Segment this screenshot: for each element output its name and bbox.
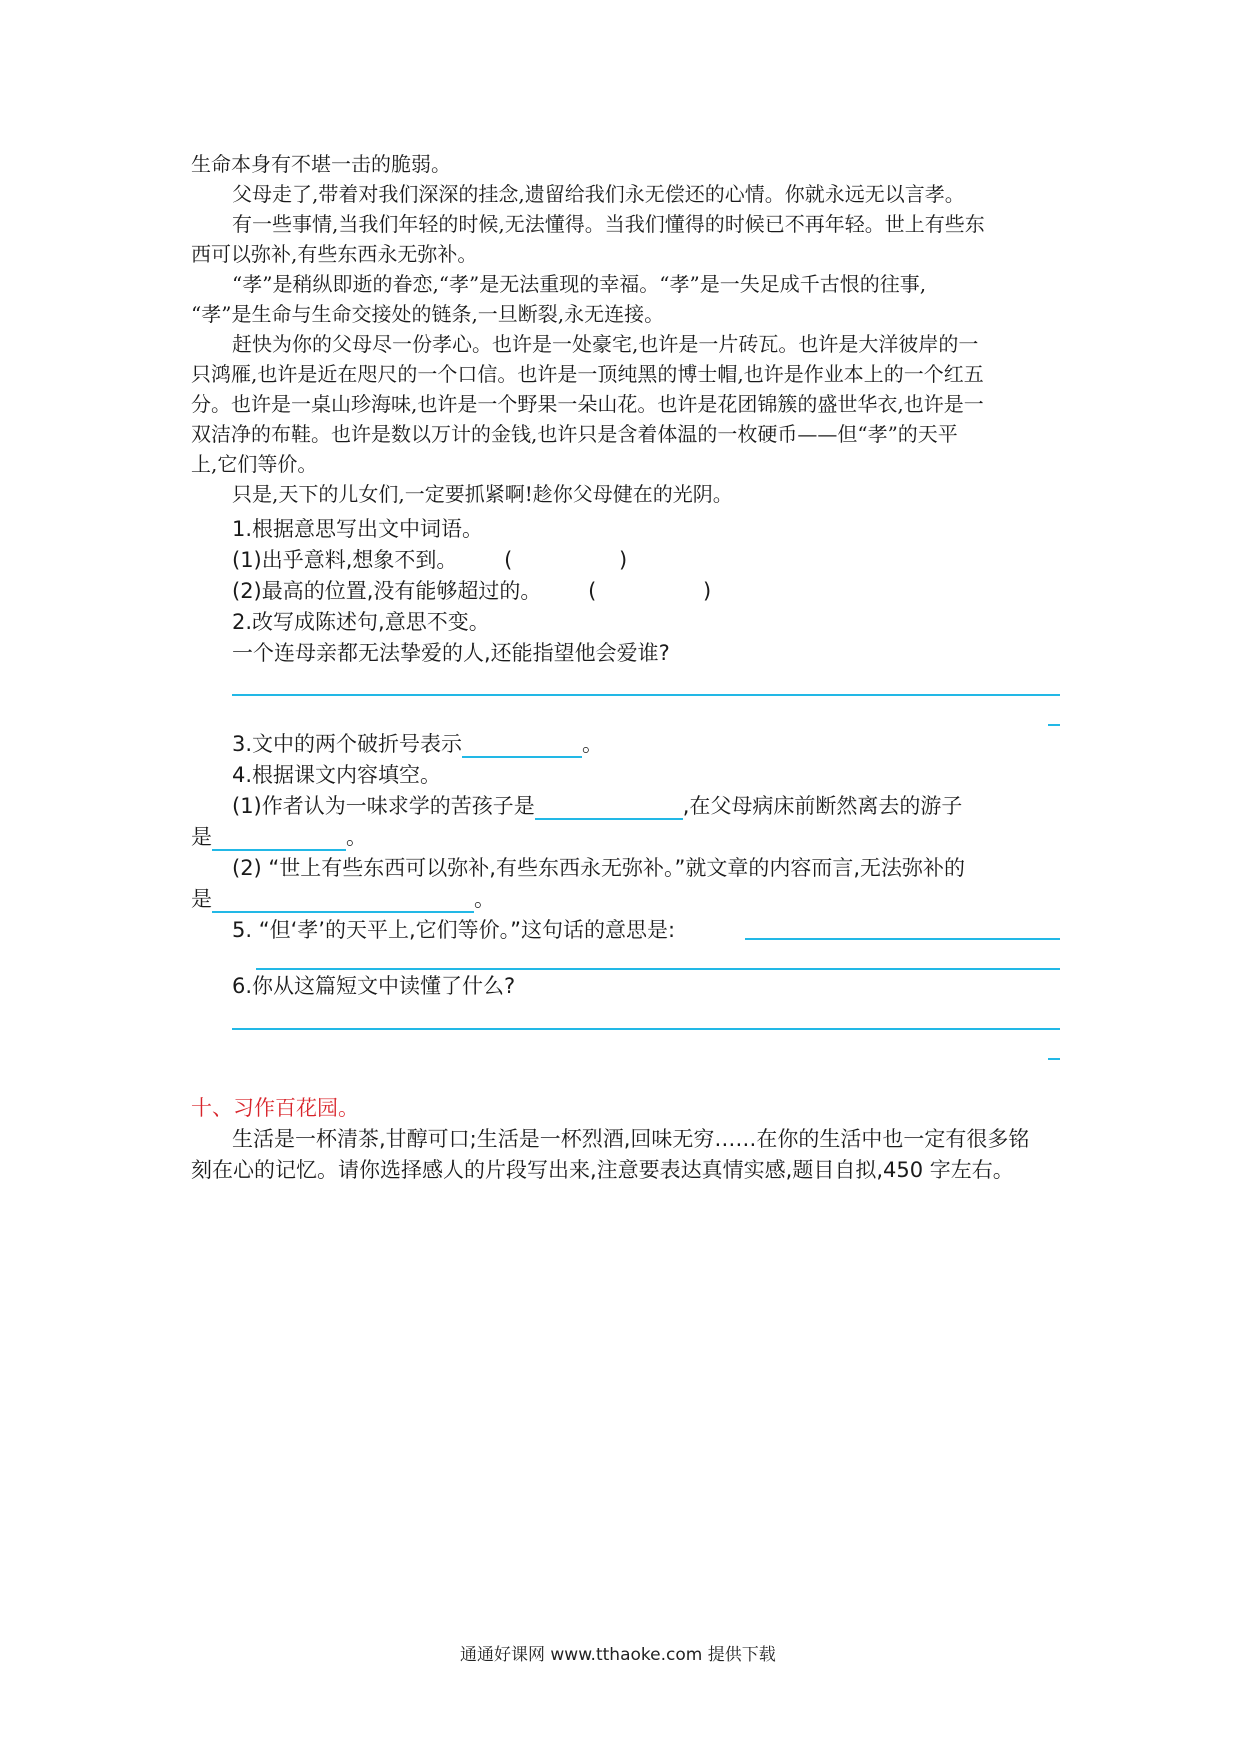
answer-blank[interactable] <box>212 889 474 913</box>
passage-line: 生命本身有不堪一击的脆弱。 <box>191 152 451 176</box>
question-4a-cont-text: 是 <box>191 825 212 849</box>
question-3 <box>232 730 603 758</box>
question-4a-mid: ,在父母病床前断然离去的游子 <box>682 794 963 818</box>
passage-line: 只鸿雁,也许是近在咫尺的一个口信。也许是一顶纯黑的博士帽,也许是作业本上的一个红五 <box>191 362 984 386</box>
question-1a-text: (1)出乎意料,想象不到。 <box>232 548 458 572</box>
question-1b-text: (2)最高的位置,没有能够超过的。 <box>232 579 542 603</box>
question-1-title: 1.根据意思写出文中词语。 <box>232 517 484 541</box>
answer-line[interactable] <box>256 968 1060 970</box>
question-4a-cont <box>191 823 367 851</box>
footer-credit: 通通好课网 www.tthaoke.com 提供下载 <box>460 1645 776 1665</box>
question-1a <box>232 546 627 574</box>
answer-line-end <box>1048 724 1060 726</box>
question-4a-text: (1)作者认为一味求学的苦孩子是 <box>232 794 535 818</box>
passage-line: “孝”是生命与生命交接处的链条,一旦断裂,永无连接。 <box>191 302 665 326</box>
answer-line[interactable] <box>232 1028 1060 1030</box>
question-4a <box>232 792 962 820</box>
question-4b-cont-text: 是 <box>191 887 212 911</box>
passage-line: 分。也许是一桌山珍海味,也许是一个野果一朵山花。也许是花团锦簇的盛世华衣,也许是一 <box>191 392 984 416</box>
section-10-line: 生活是一杯清茶,甘醇可口;生活是一杯烈酒,回味无穷……在你的生活中也一定有很多铭 <box>232 1127 1030 1151</box>
question-3-text: 3.文中的两个破折号表示 <box>232 732 463 756</box>
answer-paren-open: ( <box>588 579 597 603</box>
section-10-line: 刻在心的记忆。请你选择感人的片段写出来,注意要表达真情实感,题目自拟,450 字左右。 <box>191 1158 1014 1182</box>
passage-line: 有一些事情,当我们年轻的时候,无法懂得。当我们懂得的时候已不再年轻。世上有些东 <box>232 212 985 236</box>
question-2-sentence: 一个连母亲都无法挚爱的人,还能指望他会爱谁? <box>232 641 670 665</box>
question-5: 5. “但‘孝’的天平上,它们等价。”这句话的意思是: <box>232 918 676 942</box>
passage-line: 只是,天下的儿女们,一定要抓紧啊!趁你父母健在的光阴。 <box>232 482 733 506</box>
answer-line[interactable] <box>745 938 1060 940</box>
question-1b <box>232 577 711 605</box>
answer-paren-close: ) <box>703 579 712 603</box>
passage-line: 双洁净的布鞋。也许是数以万计的金钱,也许只是含着体温的一枚硬币——但“孝”的天平 <box>191 422 958 446</box>
question-3-end: 。 <box>582 732 604 756</box>
section-10-heading: 十、习作百花园。 <box>191 1096 359 1120</box>
question-4a-end: 。 <box>346 825 367 849</box>
answer-line[interactable] <box>232 694 1060 696</box>
answer-blank[interactable] <box>212 827 346 851</box>
answer-blank[interactable] <box>462 734 582 758</box>
passage-line: 上,它们等价。 <box>191 452 318 476</box>
question-4-title: 4.根据课文内容填空。 <box>232 763 442 787</box>
answer-blank[interactable] <box>535 796 683 820</box>
answer-paren-close: ) <box>619 548 628 572</box>
question-4b: (2) “世上有些东西可以弥补,有些东西永无弥补。”就文章的内容而言,无法弥补的 <box>232 856 966 880</box>
question-4b-cont <box>191 885 495 913</box>
answer-line-end <box>1048 1058 1060 1060</box>
passage-line: 西可以弥补,有些东西永无弥补。 <box>191 242 478 266</box>
passage-line: “孝”是稍纵即逝的眷恋,“孝”是无法重现的幸福。“孝”是一失足成千古恨的往事, <box>232 272 927 296</box>
answer-paren-open: ( <box>504 548 513 572</box>
passage-line: 赶快为你的父母尽一份孝心。也许是一处豪宅,也许是一片砖瓦。也许是大洋彼岸的一 <box>232 332 979 356</box>
question-6: 6.你从这篇短文中读懂了什么? <box>232 974 516 998</box>
question-2-title: 2.改写成陈述句,意思不变。 <box>232 610 490 634</box>
question-4b-end: 。 <box>474 887 495 911</box>
passage-line: 父母走了,带着对我们深深的挂念,遗留给我们永无偿还的心情。你就永远无以言孝。 <box>232 182 965 206</box>
